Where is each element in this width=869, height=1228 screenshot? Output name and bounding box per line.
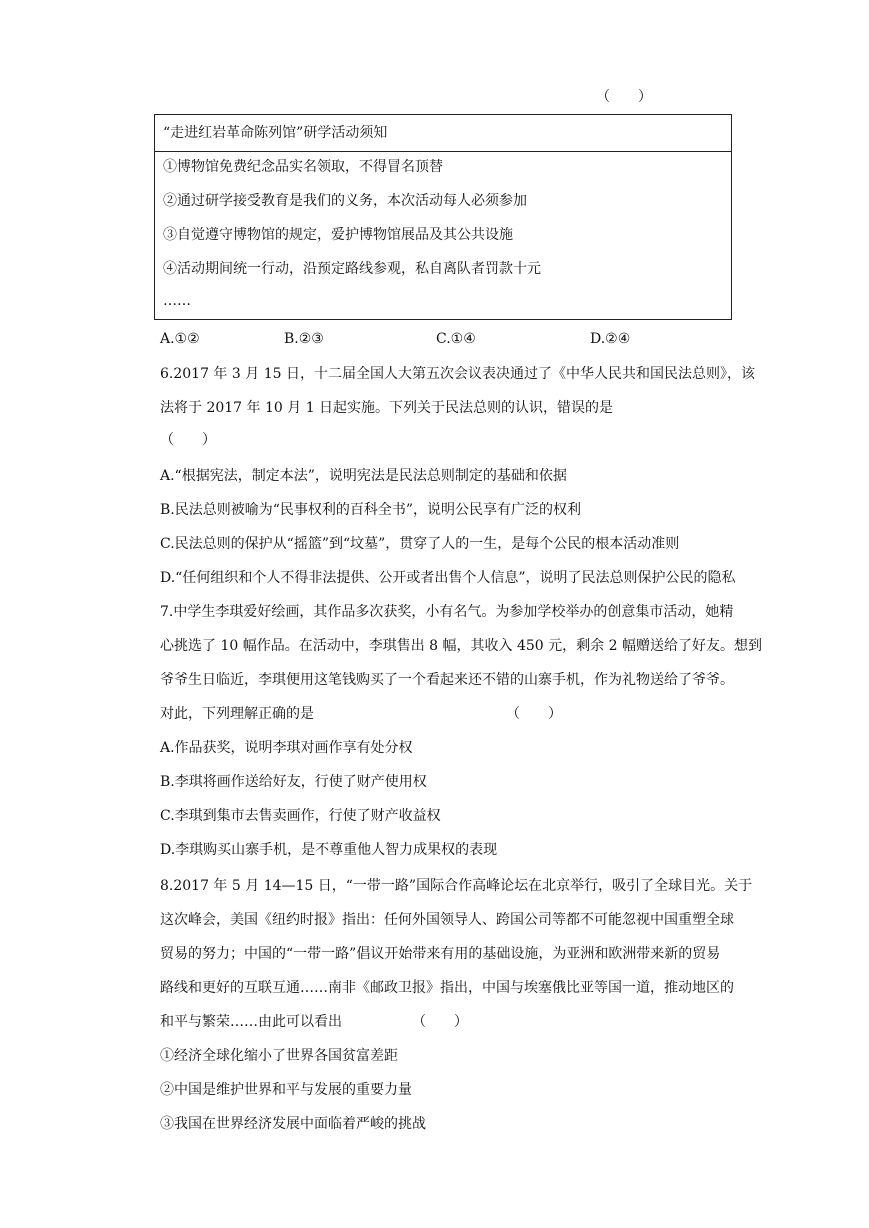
q6-answer-paren: （ ） bbox=[160, 432, 216, 448]
q7-stem-line: 7.中学生李琪爱好绘画，其作品多次获奖，小有名气。为参加学校举办的创意集市活动，她精 bbox=[160, 604, 734, 620]
q7-answer-paren: （ ） bbox=[506, 706, 562, 722]
notice-item: …… bbox=[163, 293, 191, 309]
q7-stem-line: 爷爷生日临近，李琪便用这笔钱购买了一个看起来还不错的山寨手机，作为礼物送给了爷爷。 bbox=[160, 672, 734, 688]
notice-item: ②通过研学接受教育是我们的义务，本次活动每人必须参加 bbox=[163, 193, 527, 209]
q8-stem-line: 路线和更好的互联互通……南非《邮政卫报》指出，中国与埃塞俄比亚等国一道，推动地区的 bbox=[160, 980, 734, 996]
q8-answer-paren: （ ） bbox=[412, 1014, 468, 1030]
q6-option-a: A.“根据宪法，制定本法”，说明宪法是民法总则制定的基础和依据 bbox=[160, 468, 567, 484]
q6-stem-line: 法将于 2017 年 10 月 1 日起实施。下列关于民法总则的认识，错误的是 bbox=[160, 400, 614, 416]
notice-item: ④活动期间统一行动，沿预定路线参观，私自离队者罚款十元 bbox=[163, 261, 541, 277]
notice-box bbox=[154, 114, 732, 320]
q8-stem-line: 这次峰会，美国《纽约时报》指出：任何外国领导人、跨国公司等都不可能忽视中国重塑全球 bbox=[160, 912, 734, 928]
q8-item: ③我国在世界经济发展中面临着严峻的挑战 bbox=[160, 1116, 426, 1132]
notice-item: ③自觉遵守博物馆的规定，爱护博物馆展品及其公共设施 bbox=[163, 227, 513, 243]
q8-stem-line: 贸易的努力；中国的“一带一路”倡议开始带来有用的基础设施，为亚洲和欧洲带来新的贸易 bbox=[160, 946, 721, 962]
notice-title: “走进红岩革命陈列馆”研学活动须知 bbox=[163, 125, 388, 141]
q7-stem-line: 心挑选了 10 幅作品。在活动中，李琪售出 8 幅，其收入 450 元，剩余 2 幅赠送给了好友。想到 bbox=[160, 638, 762, 654]
q8-item: ①经济全球化缩小了世界各国贫富差距 bbox=[160, 1048, 398, 1064]
q7-stem-line: 对此，下列理解正确的是 bbox=[160, 706, 314, 722]
q5-answer-paren: （ ） bbox=[596, 89, 652, 105]
q5-option-b: B.②③ bbox=[284, 331, 324, 347]
q6-option-b: B.民法总则被喻为“民事权利的百科全书”，说明公民享有广泛的权利 bbox=[160, 502, 582, 518]
q5-option-c: C.①④ bbox=[436, 331, 476, 347]
q5-option-d: D.②④ bbox=[590, 331, 631, 347]
q7-option-a: A.作品获奖，说明李琪对画作享有处分权 bbox=[160, 740, 413, 756]
q7-option-c: C.李琪到集市去售卖画作，行使了财产收益权 bbox=[160, 808, 441, 824]
q7-option-d: D.李琪购买山寨手机，是不尊重他人智力成果权的表现 bbox=[160, 842, 498, 858]
q8-item: ②中国是维护世界和平与发展的重要力量 bbox=[160, 1082, 412, 1098]
q6-stem-line: 6.2017 年 3 月 15 日，十二届全国人大第五次会议表决通过了《中华人民共和国民法总则》，该 bbox=[160, 366, 755, 382]
q7-option-b: B.李琪将画作送给好友，行使了财产使用权 bbox=[160, 774, 427, 790]
q6-option-c: C.民法总则的保护从“摇篮”到“坟墓”，贯穿了人的一生，是每个公民的根本活动准则 bbox=[160, 536, 680, 552]
q6-option-d: D.“任何组织和个人不得非法提供、公开或者出售个人信息”，说明了民法总则保护公民的隐私 bbox=[160, 570, 736, 586]
q8-stem-line: 和平与繁荣……由此可以看出 bbox=[160, 1014, 342, 1030]
q8-stem-line: 8.2017 年 5 月 14—15 日，“一带一路”国际合作高峰论坛在北京举行，吸引了全球目光。关于 bbox=[160, 878, 753, 894]
notice-header bbox=[155, 115, 731, 152]
notice-item: ①博物馆免费纪念品实名领取，不得冒名顶替 bbox=[163, 159, 443, 175]
q5-option-a: A.①② bbox=[160, 331, 200, 347]
